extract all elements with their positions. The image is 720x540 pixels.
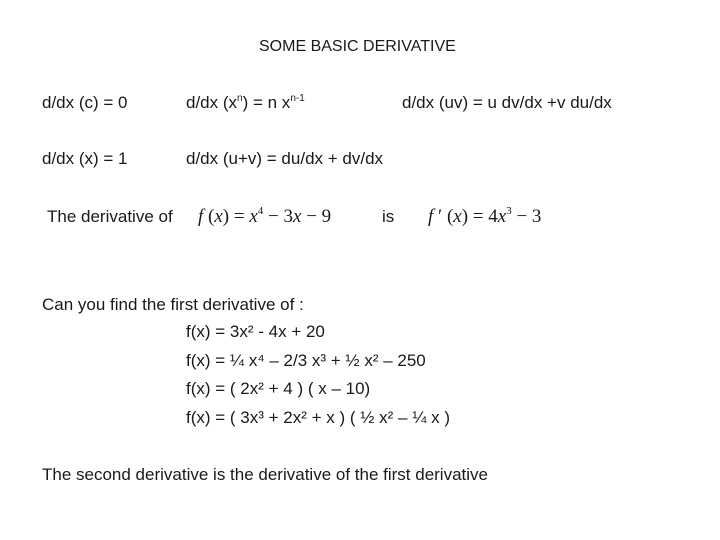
function-term-x: x bbox=[249, 206, 258, 227]
function-paren-close: ) = bbox=[222, 206, 250, 227]
example-derivative bbox=[428, 206, 541, 228]
example-lead: The derivative of bbox=[47, 207, 173, 226]
function-term-a: − 3 bbox=[263, 206, 293, 227]
rule-power-exponent-2: n-1 bbox=[290, 93, 305, 104]
function-term-b: − 9 bbox=[301, 206, 332, 227]
derivative-prime: ′ ( bbox=[433, 206, 454, 227]
function-term-x2: x bbox=[293, 206, 302, 227]
page-title: SOME BASIC DERIVATIVE bbox=[259, 38, 456, 55]
derivative-name: f bbox=[428, 206, 434, 227]
rule-constant: d/dx (c) = 0 bbox=[42, 93, 128, 112]
problem-item: f(x) = ( 2x² + 4 ) ( x – 10) bbox=[186, 379, 371, 398]
function-paren-open: ( bbox=[203, 206, 215, 227]
derivative-exponent: 3 bbox=[506, 205, 512, 217]
derivative-variable: x bbox=[453, 206, 462, 227]
function-variable: x bbox=[214, 206, 223, 227]
problem-item: f(x) = ¼ x⁴ – 2/3 x³ + ½ x² – 250 bbox=[186, 351, 426, 370]
rule-sum: d/dx (u+v) = du/dx + dv/dx bbox=[186, 149, 384, 168]
function-exponent: 4 bbox=[257, 205, 264, 217]
rule-product: d/dx (uv) = u dv/dx +v du/dx bbox=[402, 93, 612, 112]
rule-power-exponent: n bbox=[237, 93, 243, 104]
derivative-term-x: x bbox=[497, 206, 507, 227]
derivative-constant: − 3 bbox=[511, 206, 542, 227]
exercise-prompt: Can you find the first derivative of : bbox=[42, 295, 304, 314]
rule-power-left: d/dx (x bbox=[186, 93, 238, 112]
rule-power bbox=[186, 93, 305, 113]
footer-note: The second derivative is the derivative of the first derivative bbox=[42, 465, 488, 484]
problem-item: f(x) = 3x² - 4x + 20 bbox=[186, 322, 325, 341]
example-function bbox=[198, 206, 331, 228]
rule-power-mid: ) = n x bbox=[242, 93, 291, 112]
example-is: is bbox=[382, 207, 395, 226]
rule-identity: d/dx (x) = 1 bbox=[42, 149, 128, 168]
problem-item: f(x) = ( 3x³ + 2x² + x ) ( ½ x² – ¼ x ) bbox=[186, 408, 451, 427]
derivative-coefficient: ) = 4 bbox=[461, 206, 498, 227]
function-name: f bbox=[198, 206, 204, 227]
